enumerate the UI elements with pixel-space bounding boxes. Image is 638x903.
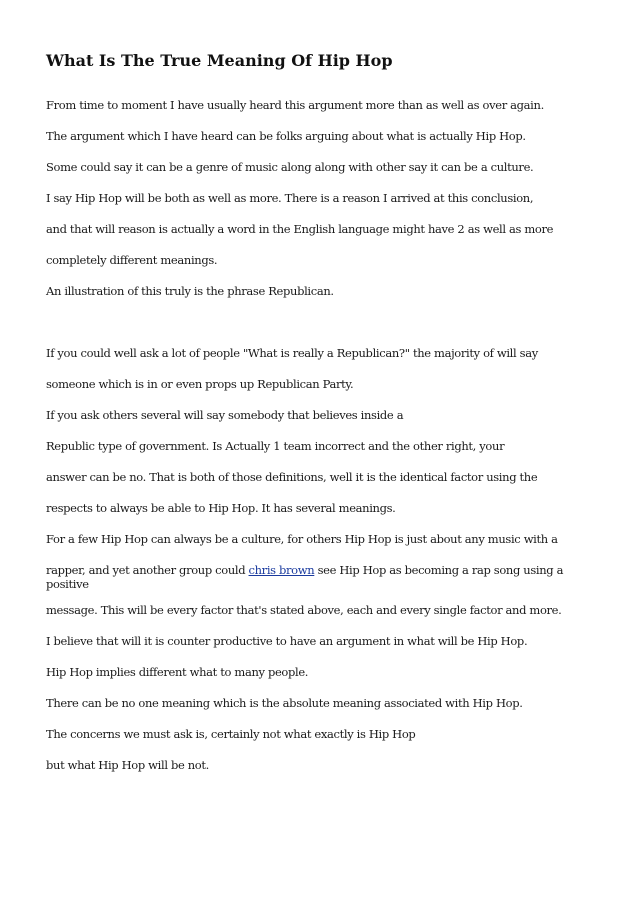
paragraph: If you could well ask a lot of people "What is really a Republican?" the majority of will say: [46, 346, 538, 360]
paragraph: For a few Hip Hop can always be a culture, for others Hip Hop is just about any music with a: [46, 532, 558, 546]
paragraph: If you ask others several will say somebody that believes inside a: [46, 408, 404, 422]
paragraph: I believe that will it is counter productive to have an argument in what will be Hip Hop.: [46, 634, 528, 648]
paragraph: Republic type of government. Is Actually 1 team incorrect and the other right, your: [46, 439, 505, 453]
paragraph: answer can be no. That is both of those definitions, well it is the identical factor using the: [46, 470, 538, 484]
paragraph-text-after-link: see Hip Hop as becoming a rap song using a positive: [46, 563, 564, 591]
paragraph: An illustration of this truly is the phrase Republican.: [46, 284, 334, 298]
paragraph: There can be no one meaning which is the absolute meaning associated with Hip Hop.: [46, 696, 523, 710]
chris-brown-link[interactable]: chris brown: [248, 563, 315, 577]
paragraph: From time to moment I have usually heard this argument more than as well as over again.: [46, 98, 544, 112]
paragraph: but what Hip Hop will be not.: [46, 758, 209, 772]
paragraph: completely different meanings.: [46, 253, 218, 267]
paragraph-text-before-link: rapper, and yet another group could: [46, 563, 249, 577]
paragraph: someone which is in or even props up Republican Party.: [46, 377, 354, 391]
paragraph: and that will reason is actually a word in the English language might have 2 as well as more: [46, 222, 554, 236]
paragraph-with-link: [46, 563, 606, 591]
paragraph: Hip Hop implies different what to many people.: [46, 665, 309, 679]
paragraph: message. This will be every factor that's stated above, each and every single factor and more.: [46, 603, 562, 617]
document-title: What Is The True Meaning Of Hip Hop: [46, 51, 393, 70]
document-page: [46, 50, 606, 789]
paragraph: The argument which I have heard can be folks arguing about what is actually Hip Hop.: [46, 129, 526, 143]
paragraph: Some could say it can be a genre of music along along with other say it can be a culture.: [46, 160, 534, 174]
paragraph: I say Hip Hop will be both as well as more. There is a reason I arrived at this conclusion,: [46, 191, 534, 205]
paragraph: respects to always be able to Hip Hop. It has several meanings.: [46, 501, 396, 515]
paragraph: The concerns we must ask is, certainly not what exactly is Hip Hop: [46, 727, 416, 741]
